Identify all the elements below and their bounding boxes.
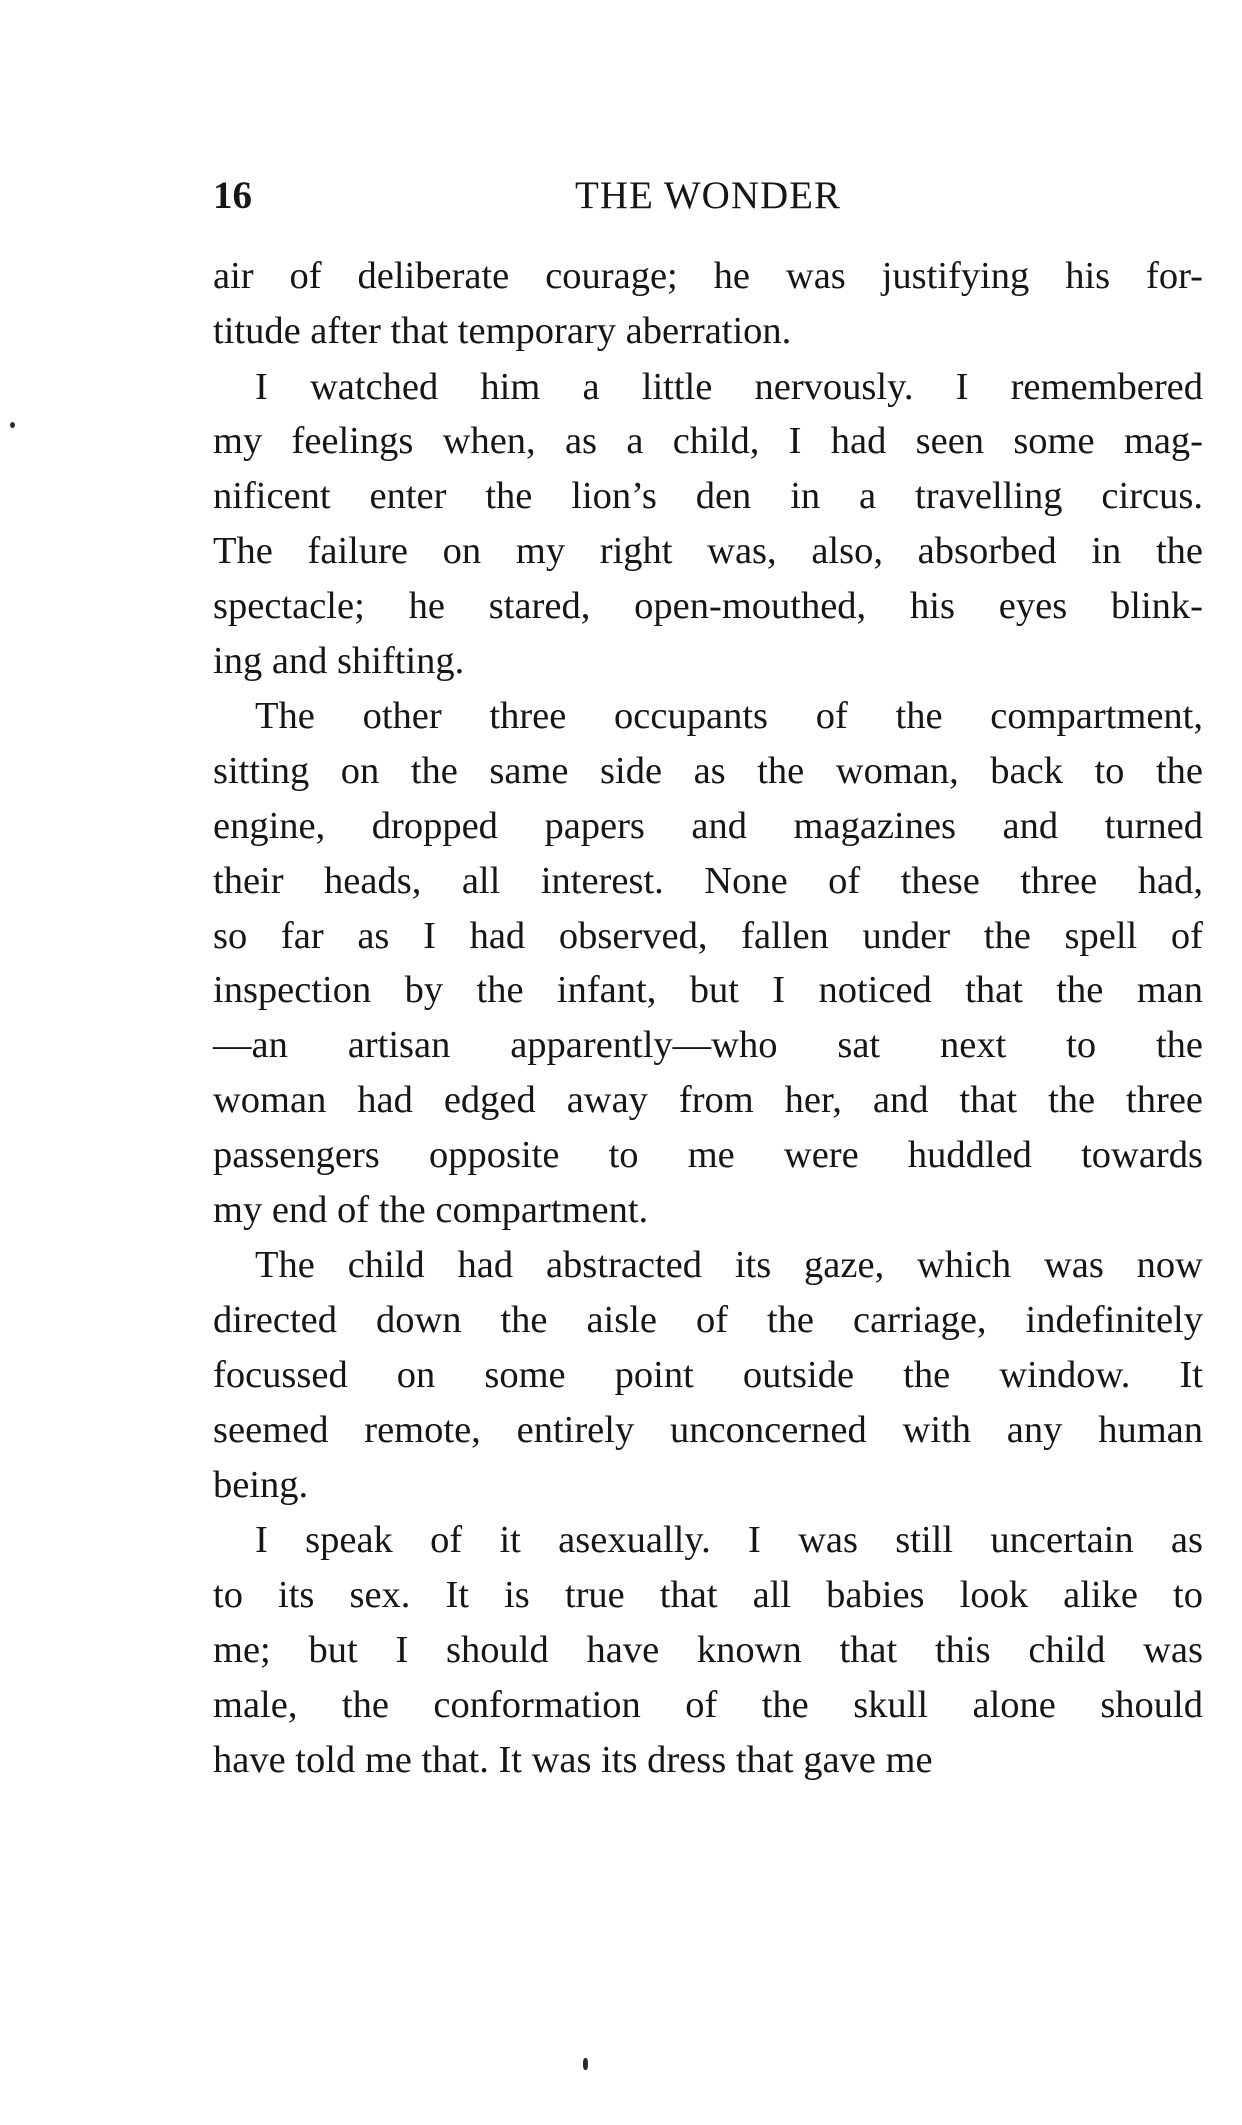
paragraph [213,1238,1203,1512]
page-number: 16 [213,174,252,217]
running-title: THE WONDER [575,174,841,217]
paragraph [213,689,1203,1237]
text-line: have told me that. It was its dress that gave me [213,1738,933,1781]
paragraph [213,360,1203,689]
text-line: passengers opposite to me were huddled towards [213,1133,1203,1176]
text-line: to its sex. It is true that all babies look alike to [213,1574,1203,1617]
text-line: spectacle; he stared, open-mouthed, his eyes blink- [213,584,1203,627]
text-line: air of deliberate courage; he was justifying his for- [213,255,1203,297]
text-line: titude after that temporary aberration. [213,309,792,352]
ink-speck [583,2058,588,2070]
ink-speck [10,422,15,428]
text-line: The other three occupants of the compartment, [255,695,1203,738]
text-line: nificent enter the lion’s den in a travelling circus. [213,475,1203,518]
text-line: male, the conformation of the skull alone should [213,1683,1203,1726]
text-line: being. [213,1463,309,1506]
text-line: ing and shifting. [213,639,465,682]
text-line: my feelings when, as a child, I had seen some mag- [213,420,1203,463]
text-line: engine, dropped papers and magazines and turned [213,804,1203,847]
paragraph [213,249,1203,359]
body-text [213,249,1203,1788]
paragraph [213,1513,1203,1787]
text-line: I speak of it asexually. I was still uncertain as [255,1519,1203,1562]
text-line: I watched him a little nervously. I remembered [255,365,1203,408]
text-line: seemed remote, entirely unconcerned with any human [213,1408,1203,1451]
text-line: my end of the compartment. [213,1188,649,1231]
text-line: inspection by the infant, but I noticed that the man [213,969,1203,1012]
text-line: sitting on the same side as the woman, back to the [213,750,1203,793]
text-line: their heads, all interest. None of these three had, [213,859,1203,902]
text-line: The child had abstracted its gaze, which was now [255,1244,1203,1287]
text-line: focussed on some point outside the window. It [213,1353,1203,1396]
text-line: me; but I should have known that this child was [213,1628,1203,1671]
text-line: —an artisan apparently—who sat next to the [213,1024,1203,1067]
text-line: woman had edged away from her, and that the three [213,1078,1203,1121]
text-line: directed down the aisle of the carriage, indefinitely [213,1299,1203,1342]
text-line: so far as I had observed, fallen under the spell of [213,914,1203,957]
page-header [213,172,1203,220]
text-line: The failure on my right was, also, absorbed in the [213,529,1203,572]
